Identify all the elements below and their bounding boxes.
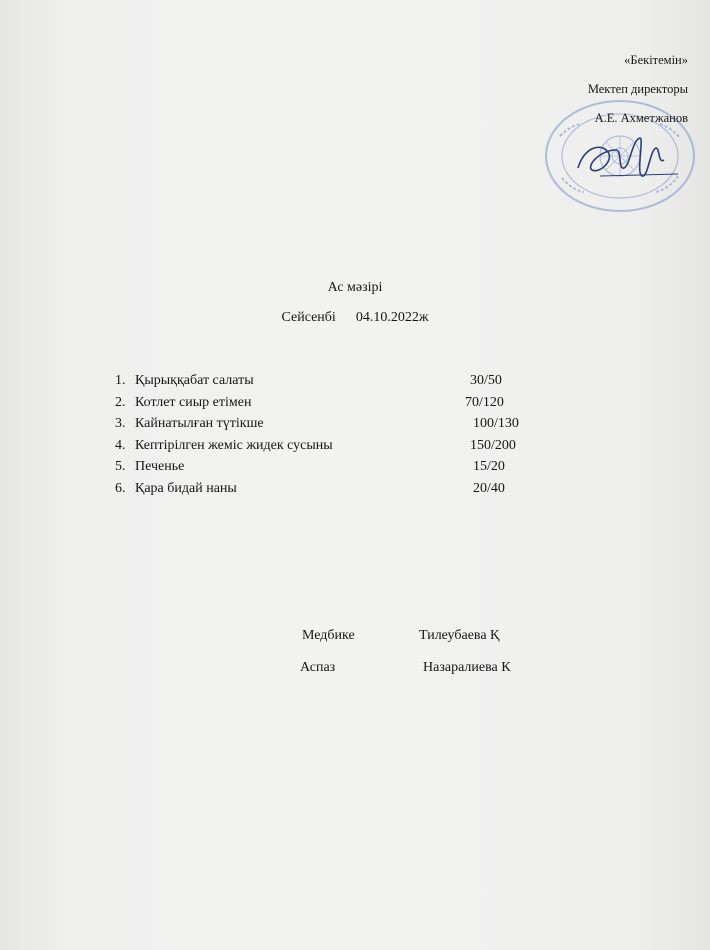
item-portion: 150/200: [470, 437, 516, 453]
item-number: 5.: [115, 459, 126, 474]
item-number: 4.: [115, 437, 126, 453]
approval-block: [588, 46, 688, 133]
menu-date: 04.10.2022ж: [355, 310, 429, 325]
list-item: [115, 413, 575, 435]
item-portion: 70/120: [465, 394, 504, 410]
list-item: [115, 478, 575, 500]
menu-list: [115, 370, 575, 499]
approval-position: Мектеп директоры: [587, 82, 688, 96]
nurse-line: [302, 628, 562, 648]
item-name: Печенье: [135, 459, 185, 474]
item-number: 3.: [115, 416, 126, 431]
item-name: Қырыққабат салаты: [135, 373, 254, 388]
item-number: 1.: [115, 373, 126, 388]
approval-director-name: А.Е. Ахметжанов: [594, 111, 688, 125]
approval-heading: «Бекітемін»: [624, 53, 688, 67]
list-item: [115, 370, 575, 392]
nurse-name: Тилеубаева Қ: [419, 628, 500, 643]
item-name: Кептірілген жеміс жидек сусыны: [135, 437, 333, 453]
cook-name: Назаралиева К: [423, 660, 511, 675]
item-portion: 100/130: [473, 416, 519, 431]
cook-line: [300, 660, 560, 680]
nurse-role: Медбике: [302, 628, 355, 643]
item-portion: 20/40: [473, 480, 505, 496]
item-number: 2.: [115, 394, 126, 410]
item-number: 6.: [115, 480, 126, 496]
list-item: [115, 456, 575, 478]
item-name: Кайнатылған түтікше: [135, 416, 264, 431]
menu-title: Ас мәзірі: [327, 280, 383, 295]
list-item: [115, 392, 575, 414]
item-portion: 30/50: [470, 373, 502, 388]
item-portion: 15/20: [473, 459, 505, 474]
menu-day: Сейсенбі: [281, 310, 336, 325]
list-item: [115, 435, 575, 457]
director-signature: [570, 130, 680, 190]
item-name: Қара бидай наны: [135, 480, 237, 496]
cook-role: Аспаз: [300, 660, 336, 675]
item-name: Котлет сиыр етімен: [135, 394, 252, 410]
menu-date-line: [0, 310, 710, 326]
